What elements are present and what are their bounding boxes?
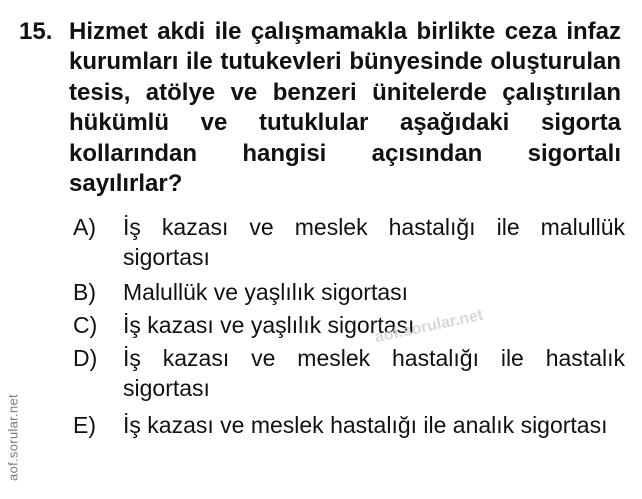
option-letter: D) [73, 345, 98, 371]
option-letter: B) [73, 279, 96, 305]
watermark-side: aof.sorular.net [5, 394, 21, 481]
question-text: Hizmet akdi ile çalışmamakla birlikte ceza infaz kurumları ile tutukevleri bünyesinde oluşturulan tesis, atölye ve benzeri ünitelerde çalıştırılan hükümlü ve tutuklular aşağıdaki sigorta kollarından hangisi açısından sigortalı sayılırlar? [69, 18, 621, 198]
option-text: İş kazası ve meslek hastalığı ile analık sigortası [123, 412, 608, 438]
option-text: İş kazası ve meslek hastalığı ile hastalık sigortası [123, 345, 625, 401]
option-text: İş kazası ve yaşlılık sigortası [123, 312, 415, 338]
option-b[interactable] [73, 277, 625, 307]
answer-options [73, 212, 625, 440]
option-d[interactable] [73, 343, 625, 403]
option-letter: E) [73, 412, 96, 438]
option-text: Malullük ve yaşlılık sigortası [123, 279, 409, 305]
option-text: İş kazası ve meslek hastalığı ile malullük sigortası [123, 214, 625, 270]
option-a[interactable] [73, 212, 625, 272]
question-number: 15. [19, 18, 53, 45]
watermark-center: aof.sorular.net [373, 306, 485, 347]
option-letter: A) [73, 214, 96, 240]
option-letter: C) [73, 312, 98, 338]
option-c[interactable] [73, 310, 625, 340]
option-e[interactable] [73, 410, 625, 440]
